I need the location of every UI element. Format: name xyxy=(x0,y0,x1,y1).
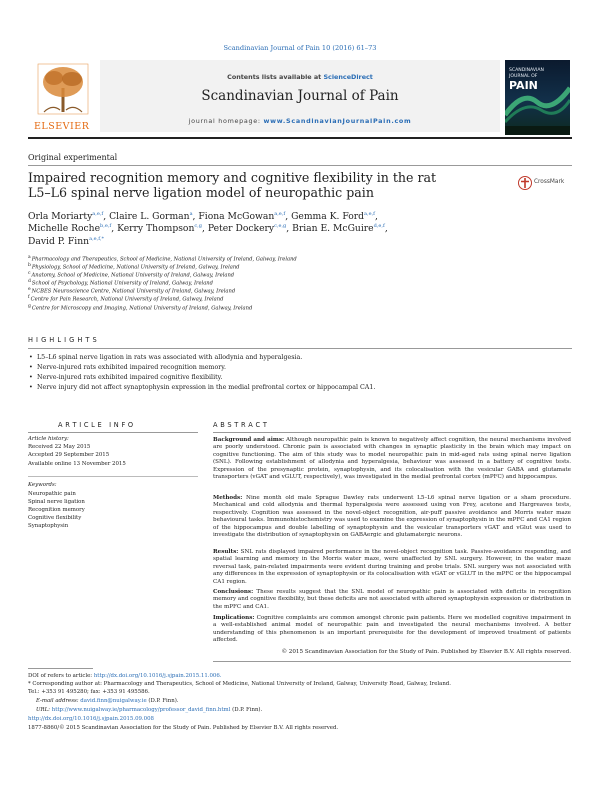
author-name: David P. Finn xyxy=(28,235,90,247)
author-name: Claire L. Gorman xyxy=(109,211,190,222)
corresponding-line-2: Tel.: +353 91 495280; fax: +353 91 495586. xyxy=(28,688,150,695)
email-link[interactable]: david.finn@nuigalway.ie xyxy=(80,698,147,704)
crossmark-icon xyxy=(518,176,532,190)
url-link[interactable]: http://www.nuigalway.ie/pharmacology/professor_david_finn.html xyxy=(51,707,231,713)
keywords-label: Keywords: xyxy=(28,482,57,488)
affiliation-e: eNCBES Neuroscience Centre, National University of Ireland, Galway, Ireland xyxy=(28,287,236,295)
doi-refers-prefix: DOI of refers to article: xyxy=(28,673,94,679)
author-name: Fiona McGowan xyxy=(198,211,275,222)
author-line-1: Orla Moriarty$^{a,e,f}$, Claire L. Gorman$^a$, Fiona McGowan$^{a,e,f}$, Gemma K. Ford$^{a,e,f}$, xyxy=(28,210,378,222)
elsevier-logo xyxy=(30,60,95,132)
author-affiliation-sup[interactable]: a xyxy=(189,210,193,217)
title-line-2: L5–L6 spinal nerve ligation model of neuropathic pain xyxy=(28,185,374,200)
elsevier-tree-icon xyxy=(30,60,95,120)
affiliation-d: dSchool of Psychology, National University of Ireland, Galway, Ireland xyxy=(28,279,213,287)
author-affiliation-sup[interactable]: a,e,f xyxy=(92,210,104,217)
title-line-1: Impaired recognition memory and cognitive flexibility in the rat xyxy=(28,170,437,185)
keyword-item: Neuropathic pain xyxy=(28,491,76,497)
author-affiliation-sup[interactable]: a,e,f,* xyxy=(89,235,104,242)
abstract-results: Results: SNL rats displayed impaired performance in the novel-object recognition task. Passive-avoidance responding, and spatial learning and memory in the Morris water maze, were unaffected by SNL surgery. However, in the water maze reversal task, pain-related impairments were evident during training and probe trials. SNL surgery was not associated with any differences in the expression of synaptophysin or its colocalisation with vGAT or vGLUT in the mPFC or the hippocampal CA1 region. xyxy=(213,549,571,585)
footnote-rule xyxy=(28,668,93,669)
article-type-rule xyxy=(28,165,572,166)
keyword-item: Synaptophysin xyxy=(28,523,69,529)
keyword-item: Spinal nerve ligation xyxy=(28,499,85,505)
crossmark-badge[interactable] xyxy=(518,176,570,190)
cover-title-1: SCANDINAVIAN xyxy=(509,68,544,73)
publisher-name: ELSEVIER xyxy=(34,121,90,132)
article-info-rule xyxy=(28,432,198,433)
author-affiliation-sup[interactable]: a,e,f xyxy=(274,210,286,217)
header-rule xyxy=(28,137,572,139)
keyword-item: Recognition memory xyxy=(28,507,85,513)
cover-title-2: JOURNAL OF xyxy=(509,74,538,79)
homepage-prefix: journal homepage: xyxy=(188,117,264,125)
history-received: Received 22 May 2015 xyxy=(28,444,91,450)
sciencedirect-link[interactable]: ScienceDirect xyxy=(323,73,373,81)
url-line xyxy=(36,707,262,713)
history-label: Article history: xyxy=(28,436,69,442)
author-name: Brian E. McGuire xyxy=(292,223,374,235)
email-suffix: (D.P. Finn). xyxy=(146,698,179,704)
url-suffix: (D.P. Finn). xyxy=(230,707,263,713)
author-line-2: Michelle Roche$^{b,e,f}$, Kerry Thompson$^{c,g}$, Peter Dockery$^{c,e,g}$, Brian E. McGuire$^{d,e,f}$, xyxy=(28,223,388,235)
affiliation-c: cAnatomy, School of Medicine, National University of Ireland, Galway, Ireland xyxy=(28,271,235,279)
email-line xyxy=(36,698,179,704)
homepage-link[interactable]: www.ScandinavianJournalPain.com xyxy=(263,117,412,125)
author-affiliation-sup[interactable]: d,e,f xyxy=(373,223,385,230)
article-info-heading: A R T I C L E I N F O xyxy=(58,421,134,429)
doi-refers-link[interactable]: http://dx.doi.org/10.1016/j.sjpain.2015.11.006. xyxy=(93,673,222,679)
article-doi[interactable]: http://dx.doi.org/10.1016/j.sjpain.2015.09.008 xyxy=(28,716,154,722)
contents-line xyxy=(100,73,500,81)
highlight-item: • Nerve-injured rats exhibited impaired cognitive flexibility. xyxy=(30,374,222,381)
author-name: Gemma K. Ford xyxy=(291,211,365,222)
abstract-copyright: © 2015 Scandinavian Association for the Study of Pain. Published by Elsevier B.V. All rights reserved. xyxy=(281,649,571,655)
highlights-rule xyxy=(28,348,572,349)
affiliation-b: bPhysiology, School of Medicine, National University of Ireland, Galway, Ireland xyxy=(28,263,240,271)
history-accepted: Accepted 29 September 2015 xyxy=(28,452,110,458)
author-name: Peter Dockery xyxy=(207,223,275,235)
abstract-heading: A B S T R A C T xyxy=(213,421,268,429)
author-name: Kerry Thompson xyxy=(117,223,195,235)
author-list xyxy=(28,211,388,248)
highlight-item: • L5–L6 spinal nerve ligation in rats was associated with allodynia and hyperalgesia. xyxy=(30,354,302,361)
abstract-rule xyxy=(213,432,571,433)
crossmark-label: CrossMark xyxy=(534,179,565,185)
url-label: URL: xyxy=(36,707,52,713)
journal-reference[interactable]: Scandinavian Journal of Pain 10 (2016) 61–73 xyxy=(223,44,377,52)
journal-cover xyxy=(505,60,570,135)
author-affiliation-sup[interactable]: b,e,f xyxy=(100,223,112,230)
keyword-item: Cognitive flexibility xyxy=(28,515,82,521)
history-rule xyxy=(28,476,198,477)
email-label: E-mail address: xyxy=(36,698,81,704)
author-affiliation-sup[interactable]: c,e,g xyxy=(274,223,287,230)
history-online: Available online 13 November 2015 xyxy=(28,461,126,467)
highlight-item: • Nerve-injured rats exhibited impaired recognition memory. xyxy=(30,364,226,371)
author-affiliation-sup[interactable]: c,g xyxy=(194,223,202,230)
abstract-implications: Implications: Cognitive complaints are common amongst chronic pain patients. Here we modelled cognitive impairment in a well-established animal model of neuropathic pain and investigated the neural mechanisms involved. A better understanding of this phenomenon is an important prerequisite for the development of improved treatment of patients affected. xyxy=(213,615,571,644)
abstract-methods: Methods: Nine month old male Sprague Dawley rats underwent L5–L6 spinal nerve ligation or a sham procedure. Mechanical and cold allodynia and thermal hyperalgesia were assessed using von Frey, acetone and Hargreaves tests, respectively. Cognition was assessed in the novel-object recognition, air-puff passive avoidance and Morris water maze behavioural tasks. Immunohistochemistry was used to examine the expression of synaptophysin in the mPFC and CA1 region of the hippocampus and double labelling of synaptophysin and the vesicular transporters vGAT and vGlut was used to investigate the distribution of synaptophysin on GABAergic and glutamatergic neurons. xyxy=(213,495,571,539)
journal-name: Scandinavian Journal of Pain xyxy=(201,88,399,104)
author-line-3 xyxy=(28,236,388,248)
journal-homepage xyxy=(100,117,500,125)
corresponding-author xyxy=(28,681,573,696)
corresponding-line-1: * Corresponding author at: Pharmacology and Therapeutics, School of Medicine, National University of Ireland, Galway, University Road, Galway, Ireland. xyxy=(28,681,451,687)
abstract-end-rule xyxy=(213,661,571,662)
highlight-item: • Nerve injury did not affect synaptophysin expression in the medial prefrontal cortex or hippocampal CA1. xyxy=(30,384,375,391)
abstract-conclusions: Conclusions: These results suggest that the SNL model of neuropathic pain is associated with deficits in recognition memory and cognitive flexibility, but these deficits are not associated with altered synaptophysin expression or distribution in the mPFC and CA1. xyxy=(213,589,571,610)
contents-prefix: Contents lists available at xyxy=(227,73,324,81)
affiliation-f: fCentre for Pain Research, National University of Ireland, Galway, Ireland xyxy=(28,295,224,303)
affiliation-a: aPharmacology and Therapeutics, School of Medicine, National University of Ireland, Galway, Ireland xyxy=(28,255,297,263)
author-affiliation-sup[interactable]: a,e,f xyxy=(364,210,376,217)
abstract-background: Background and aims: Although neuropathic pain is known to negatively affect cognition, the neural mechanisms involved are poorly understood. Chronic pain is associated with changes in synaptic plasticity in the brain which may impact on cognitive functioning. The aim of this study was to model neuropathic pain in mid-aged rats using spinal nerve ligation (SNL). Following establishment of allodynia and hyperalgesia, behaviour was assessed in a battery of cognitive tests. Expression of the presynaptic protein, synaptophysin, and its colocalisation with the vesicular GABA and glutamate transporters (vGAT and vGLUT, respectively), was investigated in the medial prefrontal cortex (mPFC) and hippocampus. xyxy=(213,437,571,481)
article-type: Original experimental xyxy=(28,153,118,162)
author-name: Michelle Roche xyxy=(28,223,101,235)
issn-copyright: 1877-8860/© 2015 Scandinavian Association for the Study of Pain. Published by Elsevier B.V. All rights reserved. xyxy=(28,725,339,731)
doi-refers xyxy=(28,673,221,679)
article-title xyxy=(28,170,498,200)
author-name: Orla Moriarty xyxy=(28,211,93,222)
highlights-heading: H I G H L I G H T S xyxy=(28,336,98,344)
cover-title-3: PAIN xyxy=(509,79,538,92)
affiliation-g: gCentre for Microscopy and Imaging, National University of Ireland, Galway, Ireland xyxy=(28,304,253,312)
